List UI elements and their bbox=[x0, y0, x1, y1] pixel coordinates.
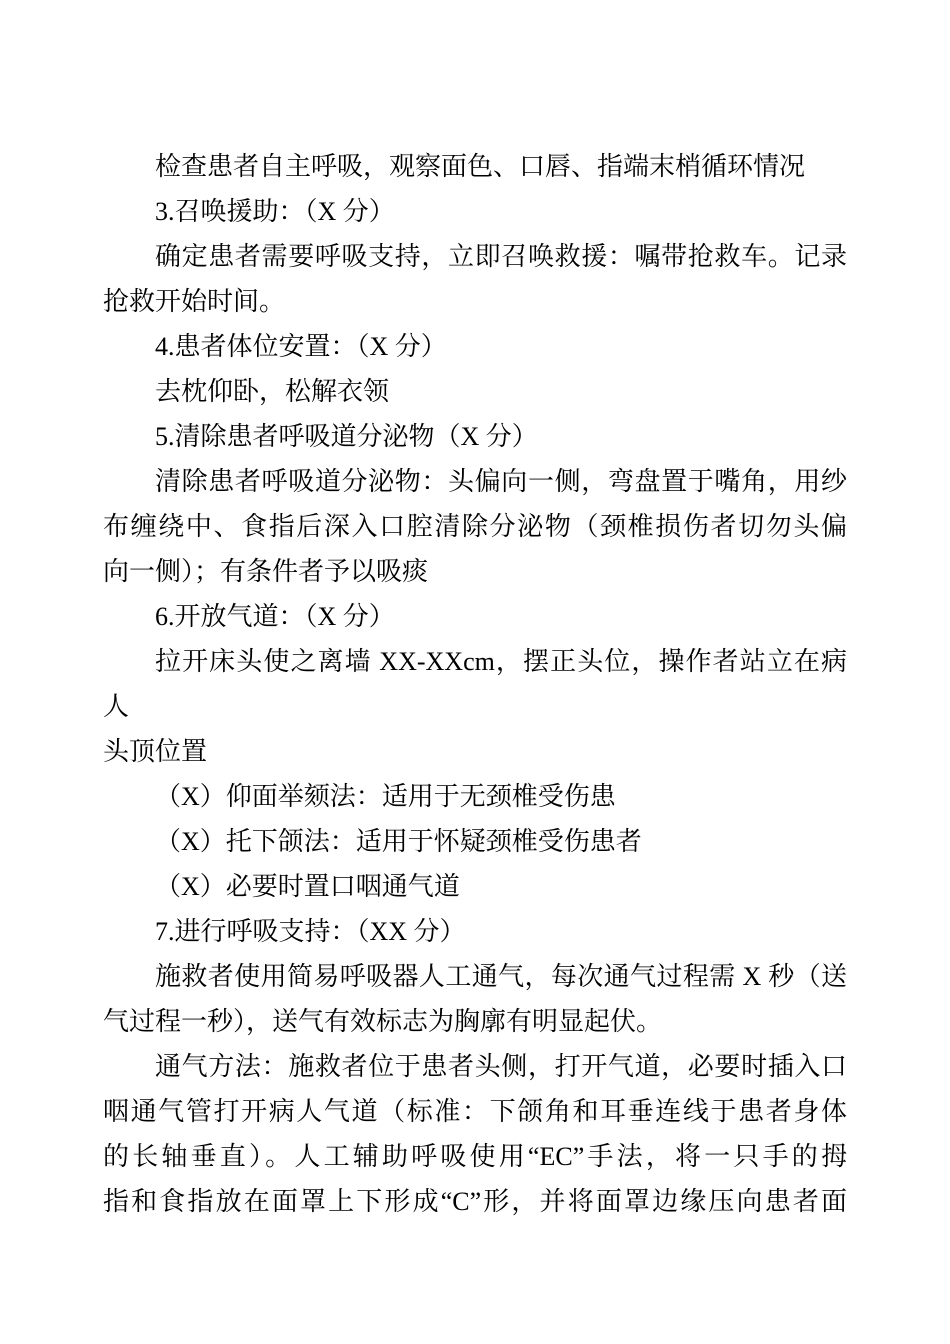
text-line: 咽通气管打开病人气道（标准：下颌角和耳垂连线于患者身体 bbox=[103, 1097, 847, 1126]
document-body-text bbox=[103, 144, 847, 1224]
paragraph bbox=[103, 414, 847, 459]
text-line: 确定患者需要呼吸支持，立即召唤救援：嘱带抢救车。记录 bbox=[155, 242, 847, 271]
paragraph bbox=[103, 369, 847, 414]
text-line: 6.开放气道：（X 分） bbox=[155, 602, 395, 631]
text-line: 5.清除患者呼吸道分泌物（X 分） bbox=[155, 422, 538, 451]
paragraph bbox=[103, 774, 847, 819]
text-line: 指和食指放在面罩上下形成“C”形，并将面罩边缘压向患者面 bbox=[103, 1187, 847, 1216]
text-line: 头顶位置 bbox=[103, 737, 208, 766]
paragraph bbox=[103, 189, 847, 234]
text-line: 清除患者呼吸道分泌物：头偏向一侧，弯盘置于嘴角，用纱 bbox=[155, 467, 847, 496]
text-line: 拉开床头使之离墙 XX-XXcm，摆正头位，操作者站立在病人 bbox=[103, 647, 847, 721]
text-line: 4.患者体位安置：（X 分） bbox=[155, 332, 447, 361]
text-line: 检查患者自主呼吸，观察面色、口唇、指端末梢循环情况 bbox=[155, 152, 806, 181]
text-line: 施救者使用简易呼吸器人工通气，每次通气过程需 X 秒（送 bbox=[155, 962, 847, 991]
text-line: （X）托下颌法：适用于怀疑颈椎受伤患者 bbox=[155, 827, 642, 856]
text-line: 气过程一秒），送气有效标志为胸廓有明显起伏。 bbox=[103, 1007, 663, 1036]
paragraph bbox=[103, 594, 847, 639]
text-line: 抢救开始时间。 bbox=[103, 287, 286, 316]
paragraph bbox=[103, 819, 847, 864]
text-line: 向一侧）；有条件者予以吸痰 bbox=[103, 557, 429, 586]
paragraph bbox=[103, 1044, 847, 1224]
text-line: 的长轴垂直）。人工辅助呼吸使用“EC”手法，将一只手的拇 bbox=[103, 1142, 847, 1171]
text-line: （X）仰面举颏法：适用于无颈椎受伤患 bbox=[155, 782, 616, 811]
paragraph bbox=[103, 639, 847, 774]
text-line: 去枕仰卧，松解衣领 bbox=[155, 377, 390, 406]
paragraph bbox=[103, 864, 847, 909]
paragraph bbox=[103, 144, 847, 189]
text-line: 7.进行呼吸支持：（XX 分） bbox=[155, 917, 466, 946]
paragraph bbox=[103, 954, 847, 1044]
text-line: 3.召唤援助：（X 分） bbox=[155, 197, 395, 226]
text-line: 布缠绕中、食指后深入口腔清除分泌物（颈椎损伤者切勿头偏 bbox=[103, 512, 847, 541]
paragraph bbox=[103, 324, 847, 369]
text-line: 通气方法：施救者位于患者头侧，打开气道，必要时插入口 bbox=[155, 1052, 847, 1081]
paragraph bbox=[103, 459, 847, 594]
paragraph bbox=[103, 234, 847, 324]
text-line: （X）必要时置口咽通气道 bbox=[155, 872, 460, 901]
paragraph bbox=[103, 909, 847, 954]
